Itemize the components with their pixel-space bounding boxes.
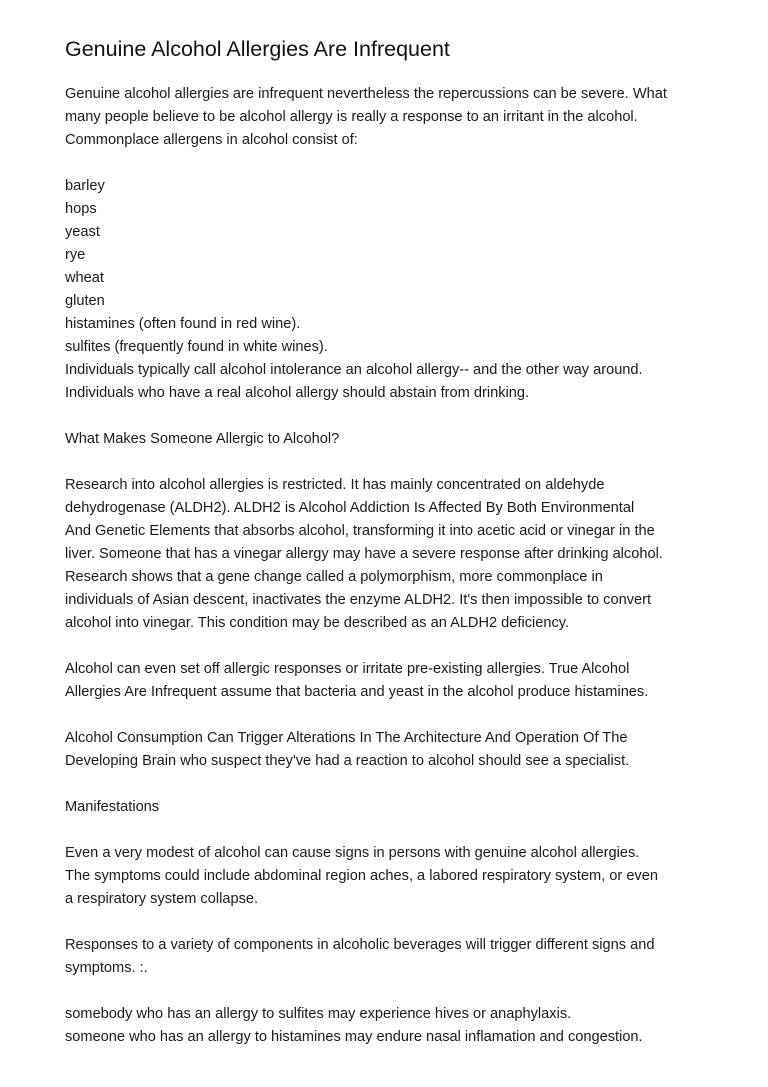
text-line: barley (65, 178, 105, 194)
text-line: And Genetic Elements that absorbs alcohol, transforming it into acetic acid or vinegar in the (65, 523, 655, 539)
text-line: symptoms. :. (65, 960, 148, 976)
text-line: hops (65, 201, 97, 217)
text-line: Individuals who have a real alcohol allergy should abstain from drinking. (65, 385, 530, 401)
text-line: histamines (often found in red wine). (65, 316, 301, 332)
paragraph-spacer (65, 980, 715, 1003)
text-line: alcohol into vinegar. This condition may be described as an ALDH2 deficiency. (65, 615, 570, 631)
paragraph-spacer (65, 405, 715, 428)
text-line: individuals of Asian descent, inactivates the enzyme ALDH2. It's then impossible to convert (65, 592, 652, 608)
text-line: The symptoms could include abdominal region aches, a labored respiratory system, or even (65, 868, 658, 884)
text-line: Developing Brain who suspect they've had a reaction to alcohol should see a specialist. (65, 753, 630, 769)
text-line: Alcohol can even set off allergic responses or irritate pre-existing allergies. True Alcohol (65, 661, 630, 677)
text-line: dehydrogenase (ALDH2). ALDH2 is Alcohol Addiction Is Affected By Both Environmental (65, 500, 635, 516)
paragraph-spacer (65, 152, 715, 175)
text-line: many people believe to be alcohol allergy is really a response to an irritant in the alcohol. (65, 109, 638, 125)
text-line: Genuine alcohol allergies are infrequent nevertheless the repercussions can be severe. What (65, 86, 667, 102)
text-line: What Makes Someone Allergic to Alcohol? (65, 431, 340, 447)
text-line: sulfites (frequently found in white wines). (65, 339, 328, 355)
paragraph-spacer (65, 704, 715, 727)
paragraph-spacer (65, 773, 715, 796)
document-title: Genuine Alcohol Allergies Are Infrequent (65, 37, 450, 61)
text-line: Individuals typically call alcohol intolerance an alcohol allergy-- and the other way around. (65, 362, 643, 378)
text-line: someone who has an allergy to histamines may endure nasal inflamation and congestion. (65, 1029, 643, 1045)
text-line: a respiratory system collapse. (65, 891, 259, 907)
document-page (65, 34, 715, 1049)
text-line: rye (65, 247, 86, 263)
text-line: Research shows that a gene change called a polymorphism, more commonplace in (65, 569, 603, 585)
text-line: Allergies Are Infrequent assume that bacteria and yeast in the alcohol produce histamines. (65, 684, 649, 700)
paragraph-spacer (65, 635, 715, 658)
text-line: gluten (65, 293, 105, 309)
paragraph-spacer (65, 911, 715, 934)
text-line: Responses to a variety of components in alcoholic beverages will trigger different signs and (65, 937, 655, 953)
paragraph-spacer (65, 819, 715, 842)
text-line: yeast (65, 224, 100, 240)
text-line: Even a very modest of alcohol can cause signs in persons with genuine alcohol allergies. (65, 845, 640, 861)
text-line: liver. Someone that has a vinegar allergy may have a severe response after drinking alcohol. (65, 546, 663, 562)
document-body (65, 83, 715, 1049)
text-line: wheat (65, 270, 104, 286)
text-line: Commonplace allergens in alcohol consist of: (65, 132, 358, 148)
text-line: Alcohol Consumption Can Trigger Alterations In The Architecture And Operation Of The (65, 730, 628, 746)
text-line: Research into alcohol allergies is restricted. It has mainly concentrated on aldehyde (65, 477, 605, 493)
text-line: somebody who has an allergy to sulfites may experience hives or anaphylaxis. (65, 1006, 572, 1022)
paragraph-spacer (65, 451, 715, 474)
text-line: Manifestations (65, 799, 160, 815)
